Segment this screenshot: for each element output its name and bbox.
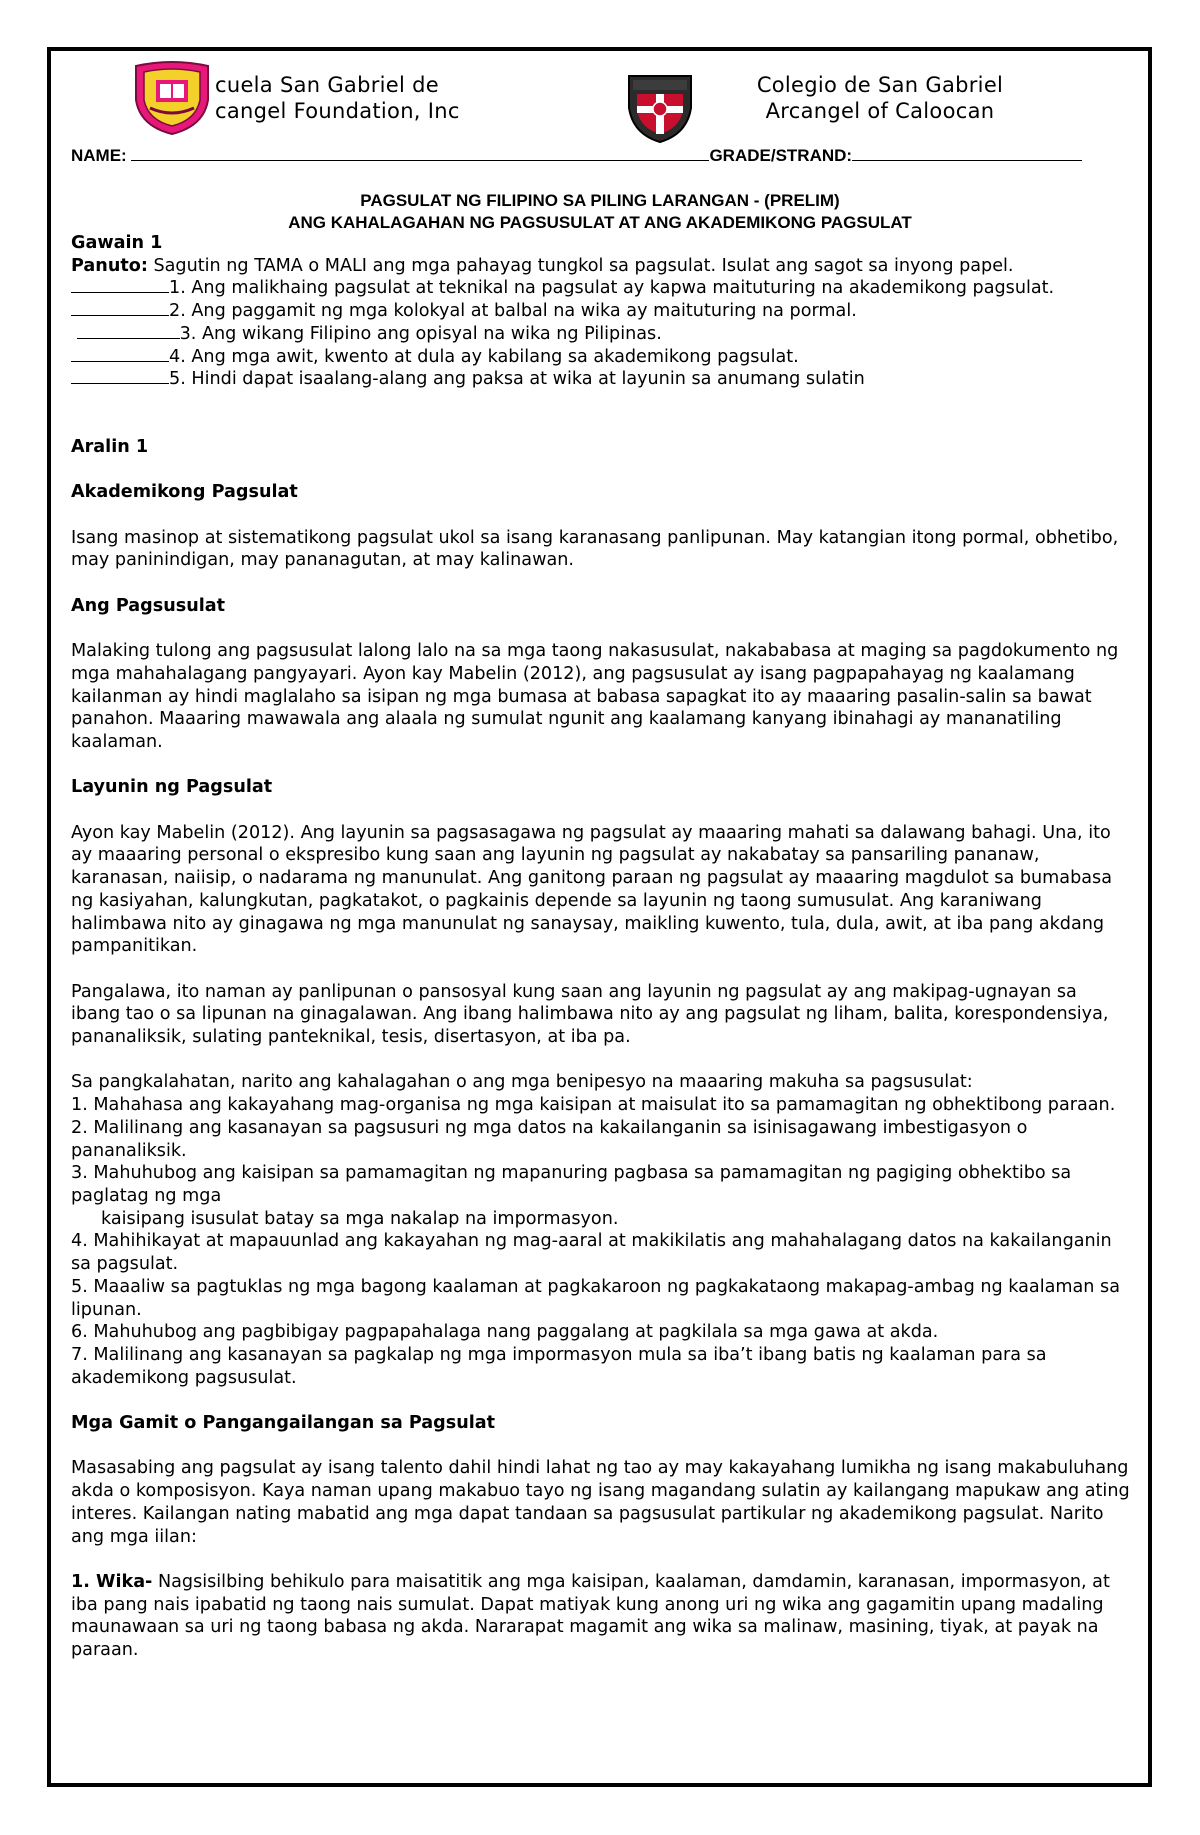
gamit-heading: Mga Gamit o Pangangailangan sa Pagsulat xyxy=(71,1413,496,1434)
panuto xyxy=(71,255,1131,278)
right-school-name xyxy=(740,72,1020,124)
gamit-text: Masasabing ang pagsulat ay isang talento dahil hindi lahat ng tao ay may kakayahang lumikha ng isang makabuluhang akda o komposisyon. Kaya naman upang makabuo tayo ng isang magandang sulatin ay kailangang mapukaw ang ating interes. Kailangan nating mabatid ang mga dapat tandaan sa pagsusulat partikular ng akademikong pagsulat. Narito ang mga iilan: xyxy=(71,1458,1130,1547)
benepisyo-intro: Sa pangkalahatan, narito ang kahalagahan o ang mga benipesyo na maaaring makuha sa pagsusulat: xyxy=(71,1072,973,1093)
right-school-line2: Arcangel of Caloocan xyxy=(765,99,995,123)
answer-blank-3[interactable] xyxy=(77,324,180,339)
pagsusulat-text: Malaking tulong ang pagsusulat lalong lalo na sa mga taong nakasusulat, nakababasa at maging sa pagdokumento ng mga mahahalagang pangyayari. Ayon kay Mabelin (2012), ang pagsusulat ay isang pagpapahayag ng kaalamang kailanman ay hindi maglalaho sa isipan ng mga bumasa at babasa sapagkat ito ay maaaring pasalin-salin sa bawat panahon. Maaaring mawawala ang alaala ng sumulat ngunit ang kaalamang kanyang ibinahagi ay mananatiling kaalaman. xyxy=(71,641,1119,752)
name-grade-row xyxy=(71,146,1121,166)
layunin-paragraph-1: Ayon kay Mabelin (2012). Ang layunin sa pagsasagawa ng pagsulat ay maaaring mahati sa dalawang bahagi. Una, ito ay maaaring personal o ekspresibo kung saan ang layunin ng pagsulat ay nakabatay sa pansariling pananaw, karanasan, naiisip, o nadarama ng manunulat. Ang ganitong paraan ng pagsulat ay maaaring magdulot sa bumabasa ng kasiyahan, kalungkutan, pagkatakot, o pagkainis depende sa layunin ng taong sumusulat. Ang karaniwang halimbawa nito ay ginagawa ng mga manunulat ng sanaysay, maikling kuwento, tula, dula, awit, at iba pang akdang pampanitikan. xyxy=(71,822,1112,957)
name-field[interactable] xyxy=(131,146,709,161)
college-shield-icon xyxy=(625,72,695,144)
akademikong-heading: Akademikong Pagsulat xyxy=(71,482,298,503)
panuto-text: Sagutin ng TAMA o MALI ang mga pahayag tungkol sa pagsulat. Isulat ang sagot sa inyong papel. xyxy=(147,255,1014,276)
benepisyo-item-1: 1. Mahahasa ang kakayahang mag-organisa ng mga kaisipan at maisulat ito sa pamamagitan ng obhektibong paraan. xyxy=(71,1095,1116,1116)
answer-blank-1[interactable] xyxy=(71,278,169,293)
wika-text: Nagsisilbing behikulo para maisatitik ang mga kaisipan, kaalaman, damdamin, karanasan, impormasyon, at iba pang nais ipabatid ng taong nais sumulat. Dapat matiyak kung anong uri ng wika ang gagamitin upang madaling maunawaan sa uri ng taong babasa ng akda. Nararapat magamit ang wika sa malinaw, masining, tiyak, at payak na paraan. xyxy=(71,1571,1110,1661)
left-school-line2: cangel Foundation, Inc xyxy=(215,99,460,123)
left-school-name xyxy=(215,72,460,124)
gawain-item-1 xyxy=(71,277,1131,300)
title-line2: ANG KAHALAGAHAN NG PAGSUSULAT AT ANG AKADEMIKONG PAGSULAT xyxy=(288,213,912,232)
document-header xyxy=(0,0,1200,150)
grade-strand-label: GRADE/STRAND: xyxy=(709,146,853,165)
wika-label: 1. Wika- xyxy=(71,1571,153,1592)
answer-blank-2[interactable] xyxy=(71,301,169,316)
document-titles xyxy=(60,190,1140,234)
title-line1: PAGSULAT NG FILIPINO SA PILING LARANGAN - (PRELIM) xyxy=(360,191,840,210)
benepisyo-item-4: 4. Mahihikayat at mapauunlad ang kakayahan ng mag-aaral at makikilatis ang mahahalagang datos na kakailanganin sa pagsulat. xyxy=(71,1231,1112,1275)
name-label: NAME: xyxy=(71,146,127,165)
right-school-line1: Colegio de San Gabriel xyxy=(756,73,1004,97)
document-body xyxy=(71,232,1131,1662)
benepisyo-item-3: 3. Mahuhubog ang kaisipan sa pamamagitan ng mapanuring pagbasa sa pamamagitan ng pagiging obhektibo sa paglatag ng mga xyxy=(71,1163,1072,1206)
grade-strand-field[interactable] xyxy=(852,146,1082,161)
gawain-item-text: 3. Ang wikang Filipino ang opisyal na wika ng Pilipinas. xyxy=(179,323,662,344)
layunin-paragraph-2: Pangalawa, ito naman ay panlipunan o pansosyal kung saan ang layunin ng pagsulat ay ang makipag-ugnayan sa ibang tao o sa lipunan na ginagalawan. Ang ibang halimbawa nito ay ang pagsulat ng liham, balita, korespondensiya, pananaliksik, sulating panteknikal, tesis, disertasyon, at iba pa. xyxy=(71,981,1109,1048)
school-seal-icon xyxy=(130,60,214,136)
benepisyo-item-6: 6. Mahuhubog ang pagbibigay pagpapahalaga nang paggalang at pagkilala sa mga gawa at akda. xyxy=(71,1322,939,1343)
gawain-item-text: 2. Ang paggamit ng mga kolokyal at balbal na wika ay maituturing na pormal. xyxy=(169,301,857,322)
answer-blank-4[interactable] xyxy=(71,347,169,362)
gawain-item-5 xyxy=(71,368,1131,391)
left-school-line1: cuela San Gabriel de xyxy=(215,73,439,97)
gawain-item-text: 5. Hindi dapat isaalang-alang ang paksa at wika at layunin sa anumang sulatin xyxy=(169,369,865,390)
gawain-item-text: 4. Ang mga awit, kwento at dula ay kabilang sa akademikong pagsulat. xyxy=(169,346,799,367)
akademikong-text: Isang masinop at sistematikong pagsulat ukol sa isang karanasang panlipunan. May katangian itong pormal, obhetibo, may paninindigan, may pananagutan, at may kalinawan. xyxy=(71,527,1119,571)
gawain-heading: Gawain 1 xyxy=(71,233,163,253)
wika-item xyxy=(71,1571,1131,1662)
answer-blank-5[interactable] xyxy=(71,369,169,384)
layunin-heading: Layunin ng Pagsulat xyxy=(71,777,273,798)
benepisyo-item-2: 2. Malilinang ang kasanayan sa pagsusuri ng mga datos na kakailanganin sa isinisagawang imbestigasyon o pananaliksik. xyxy=(71,1117,1028,1161)
benepisyo-item-7: 7. Malilinang ang kasanayan sa pagkalap ng mga impormasyon mula sa iba’t ibang batis ng kaalaman para sa akademikong pagsusulat. xyxy=(71,1344,1047,1388)
gawain-item-3 xyxy=(71,323,1131,346)
gawain-item-text: 1. Ang malikhaing pagsulat at teknikal na pagsulat ay kapwa maituturing na akademikong pagsulat. xyxy=(169,278,1055,299)
panuto-label: Panuto: xyxy=(71,255,148,276)
pagsusulat-heading: Ang Pagsusulat xyxy=(71,595,226,616)
benepisyo-item-5: 5. Maaaliw sa pagtuklas ng mga bagong kaalaman at pagkakaroon ng pagkakataong makapag-ambag ng kaalaman sa lipunan. xyxy=(71,1276,1120,1320)
aralin-heading: Aralin 1 xyxy=(71,436,149,457)
gawain-item-4 xyxy=(71,346,1131,369)
benepisyo-item-3-continuation: kaisipang isusulat batay sa mga nakalap na impormasyon. xyxy=(101,1208,619,1229)
gawain-item-2 xyxy=(71,300,1131,323)
